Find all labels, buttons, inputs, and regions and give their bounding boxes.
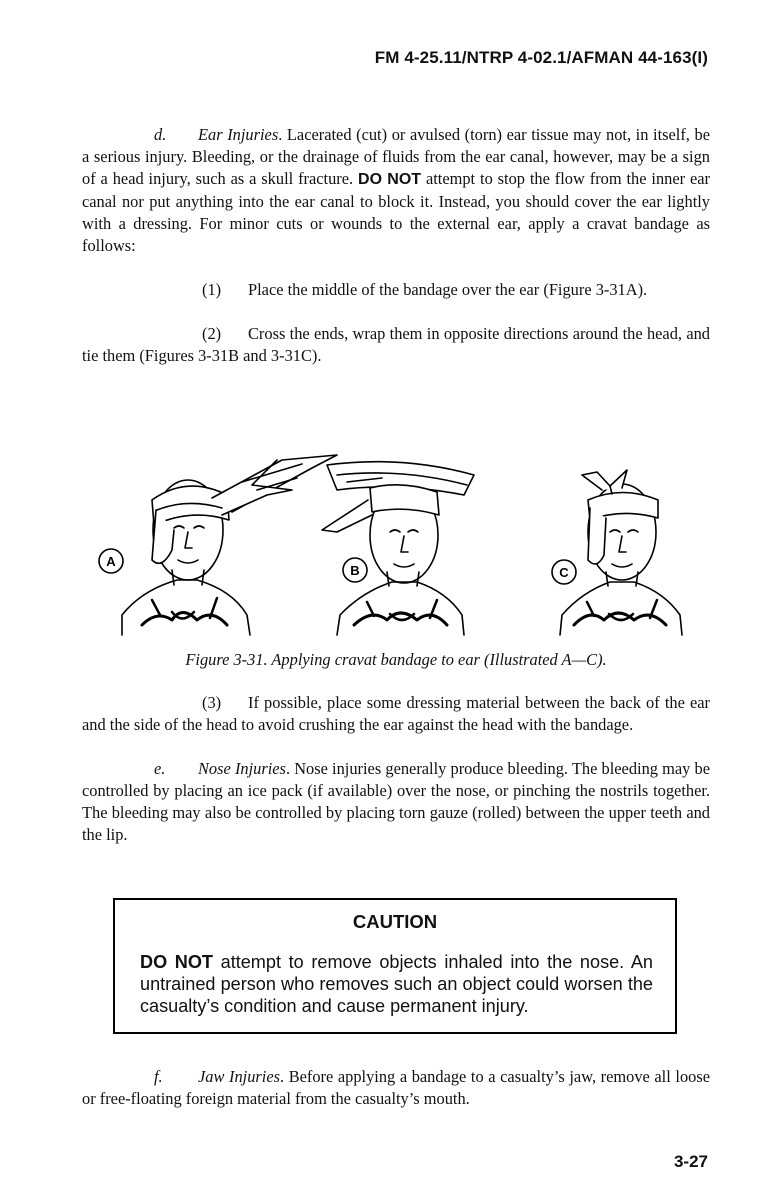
step-1	[82, 279, 710, 301]
caution-text	[140, 951, 653, 1017]
step-number: (3)	[202, 693, 222, 712]
paragraph-ear-injuries	[82, 124, 710, 257]
caution-do-not: DO NOT	[140, 952, 213, 972]
caution-title: CAUTION	[352, 911, 438, 932]
ear-injuries-text-1: . Lacerated (cut) or avulsed (torn) ear tissue may not, in itself, be a serious injury. Bleeding, or the drainage of fluids from the ear canal, however, may be a sign of a head injury, such as a skull fracture.	[82, 125, 710, 188]
soldier-figure-a	[122, 455, 337, 635]
step-text: Cross the ends, wrap them in opposite directions around the head, and tie them (Figures 3-31B and 3-31C).	[82, 324, 710, 365]
soldier-figure-b	[322, 462, 474, 635]
jaw-injuries-text: . Before applying a bandage to a casualty’s jaw, remove all loose or free-floating foreign material from the casualty’s mouth.	[82, 1067, 710, 1108]
caution-body-text: attempt to remove objects inhaled into the nose. An untrained person who removes such an object could worsen the casualty’s condition and cause permanent injury.	[140, 952, 653, 1016]
section-letter-e: e.	[154, 759, 166, 778]
section-title-ear-injuries: Ear Injuries	[198, 125, 279, 144]
paragraph-jaw-injuries	[82, 1066, 710, 1110]
figure-label-c: C	[559, 565, 569, 580]
section-letter-f: f.	[154, 1067, 163, 1086]
step-3	[82, 692, 710, 736]
page-number: 3-27	[673, 1152, 708, 1171]
step-text: Place the middle of the bandage over the ear (Figure 3-31A).	[248, 280, 648, 299]
body-text-continued	[82, 692, 710, 846]
step-2	[82, 323, 710, 367]
bandage-illustration	[82, 420, 710, 650]
running-header: FM 4-25.11/NTRP 4-02.1/AFMAN 44-163(I)	[374, 48, 708, 67]
soldier-figure-c	[560, 470, 682, 635]
figure-3-31-illustration	[82, 420, 710, 650]
paragraph-nose-injuries	[82, 758, 710, 846]
step-number: (1)	[202, 280, 222, 299]
section-title-jaw-injuries: Jaw Injuries	[198, 1067, 280, 1086]
step-text: If possible, place some dressing material between the back of the ear and the side of the head to avoid crushing the ear against the head with the bandage.	[82, 693, 710, 734]
figure-caption: Figure 3-31. Applying cravat bandage to ear (Illustrated A—C).	[185, 650, 607, 669]
ear-injuries-text-2: attempt to stop the flow from the inner ear canal nor put anything into the ear canal to block it. Instead, you should cover the ear lightly with a dressing. For minor cuts or wounds to the external ear, apply a cravat bandage as follows:	[82, 169, 711, 255]
do-not-emphasis: DO NOT	[358, 171, 422, 188]
nose-injuries-text: . Nose injuries generally produce bleeding. The bleeding may be controlled by placing an ice pack (if available) over the nose, or pinching the nostrils together. The bleeding may also be controlled by placing torn gauze (rolled) between the upper teeth and the lip.	[82, 759, 710, 844]
figure-label-b: B	[350, 563, 360, 578]
body-text-final	[82, 1066, 710, 1110]
section-title-nose-injuries: Nose Injuries	[198, 759, 286, 778]
section-letter-d: d.	[154, 125, 167, 144]
step-number: (2)	[202, 324, 222, 343]
figure-label-a: A	[106, 554, 116, 569]
body-text	[82, 124, 710, 367]
caution-box	[113, 898, 677, 1034]
